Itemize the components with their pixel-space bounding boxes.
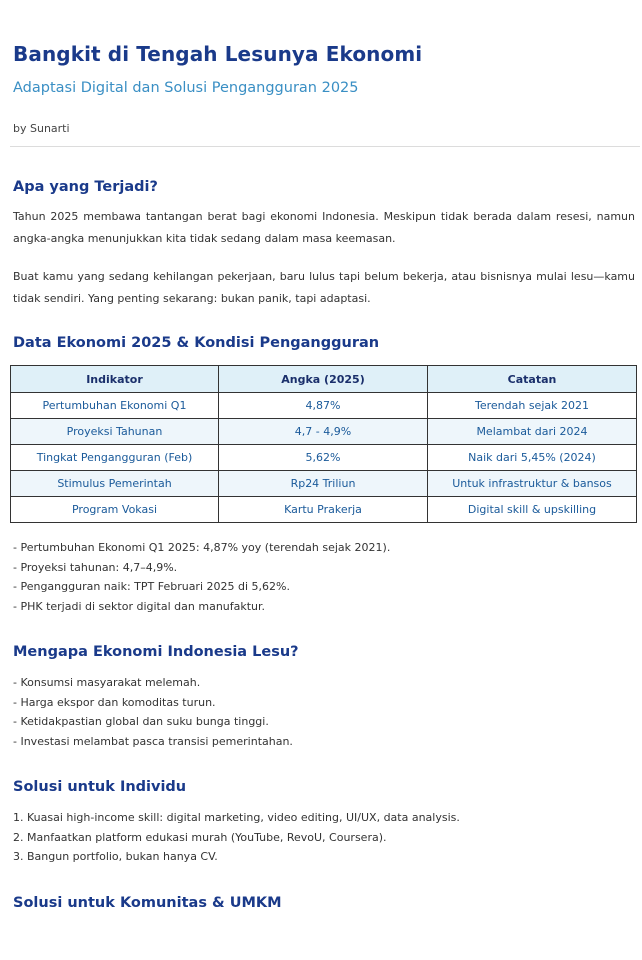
section-heading-what: Apa yang Terjadi? [13,179,158,195]
list-item: 3. Bangun portfolio, bukan hanya CV. [13,850,218,863]
column-header: Catatan [428,366,637,393]
causes-list [13,673,293,751]
table-cell: Proyeksi Tahunan [11,419,219,445]
table-cell: Melambat dari 2024 [428,419,637,445]
section-heading-individual: Solusi untuk Individu [13,779,187,795]
table-cell: Digital skill & upskilling [428,497,637,523]
section-heading-why: Mengapa Ekonomi Indonesia Lesu? [13,644,299,660]
list-item: - Ketidakpastian global dan suku bunga tinggi. [13,715,269,728]
author-byline: by Sunarti [13,122,70,135]
column-header: Angka (2025) [219,366,428,393]
table-cell: 5,62% [219,445,428,471]
table-cell: Stimulus Pemerintah [11,471,219,497]
table-cell: Untuk infrastruktur & bansos [428,471,637,497]
list-item: 2. Manfaatkan platform edukasi murah (YouTube, RevoU, Coursera). [13,830,387,844]
table-cell: Pertumbuhan Ekonomi Q1 [11,393,219,419]
section-heading-community: Solusi untuk Komunitas & UMKM [13,895,282,911]
table-header-row [11,366,637,393]
list-item: - Harga ekspor dan komoditas turun. [13,695,216,709]
list-item: - PHK terjadi di sektor digital dan manufaktur. [13,599,266,613]
column-header: Indikator [11,366,219,393]
paragraph-intro: Tahun 2025 membawa tantangan berat bagi ekonomi Indonesia. Meskipun tidak berada dalam resesi, namun angka-angka menunjukkan kita tidak sedang dalam masa keemasan. [13,210,635,245]
individual-solutions-list [13,808,460,867]
table-cell: 4,87% [219,393,428,419]
header-divider [10,146,640,147]
table-cell: Rp24 Triliun [219,471,428,497]
article-subtitle: Adaptasi Digital dan Solusi Pengangguran 2025 [13,80,359,96]
table-cell: Program Vokasi [11,497,219,523]
table-row [11,497,637,523]
list-item: 1. Kuasai high-income skill: digital marketing, video editing, UI/UX, data analysis. [13,811,460,824]
table-row [11,393,637,419]
list-item: - Pengangguran naik: TPT Februari 2025 di 5,62%. [13,580,290,593]
table-cell: Tingkat Pengangguran (Feb) [11,445,219,471]
list-item: - Proyeksi tahunan: 4,7–4,9%. [13,560,178,574]
paragraph-encouragement: Buat kamu yang sedang kehilangan pekerjaan, baru lulus tapi belum bekerja, atau bisnisnya mulai lesu—kamu tidak sendiri. Yang penting sekarang: bukan panik, tapi adaptasi. [13,270,635,305]
table-cell: Naik dari 5,45% (2024) [428,445,637,471]
table-row [11,471,637,497]
table-cell: Kartu Prakerja [219,497,428,523]
economic-data-table [10,365,637,523]
section-heading-data: Data Ekonomi 2025 & Kondisi Pengangguran [13,335,380,351]
table-row [11,445,637,471]
list-item: - Investasi melambat pasca transisi pemerintahan. [13,734,293,748]
table-row [11,419,637,445]
article-title: Bangkit di Tengah Lesunya Ekonomi [13,42,423,66]
data-summary-list [13,538,390,616]
list-item: - Pertumbuhan Ekonomi Q1 2025: 4,87% yoy (terendah sejak 2021). [13,541,391,554]
table-cell: 4,7 - 4,9% [219,419,428,445]
table-cell: Terendah sejak 2021 [428,393,637,419]
list-item: - Konsumsi masyarakat melemah. [13,676,201,689]
